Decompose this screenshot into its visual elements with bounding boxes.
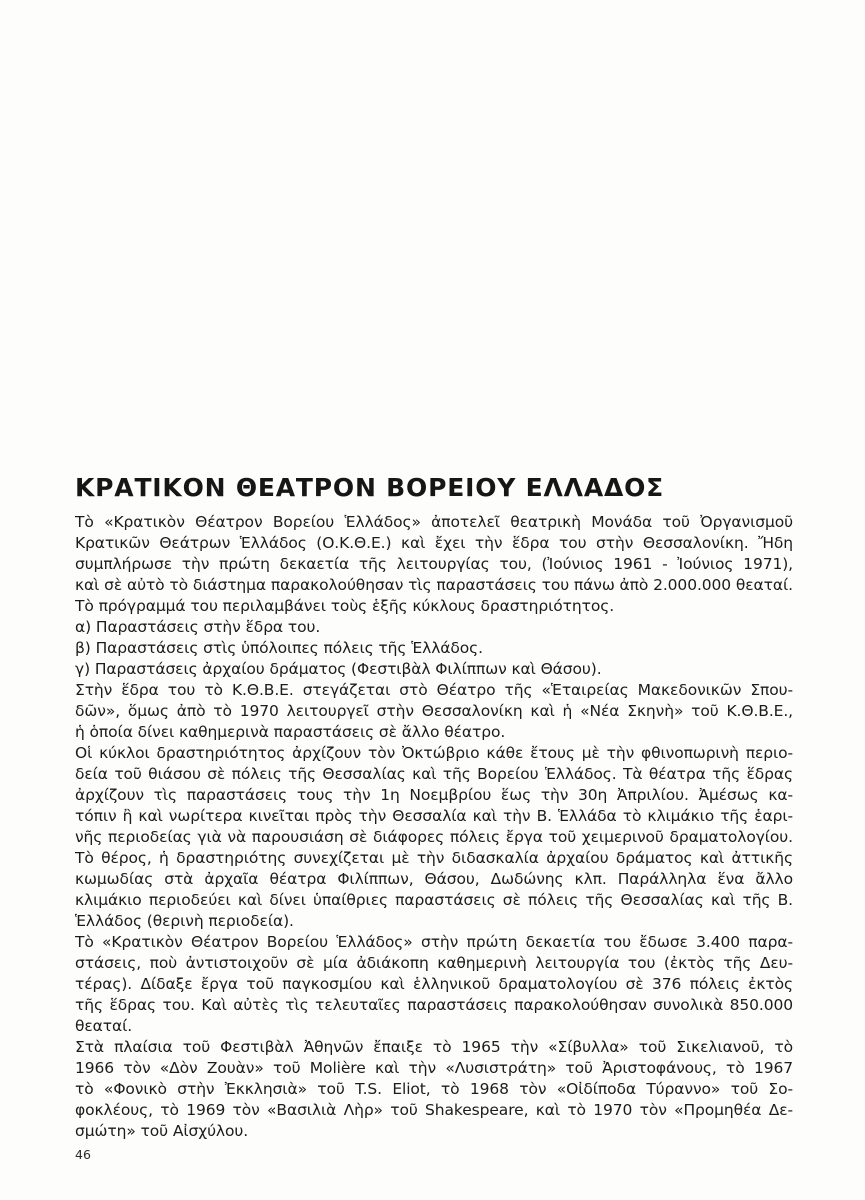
text-line: φοκλέους, τὸ 1969 τὸν «Βασιλιὰ Λὴρ» τοῦ Shakespeare, καὶ τὸ 1970 τὸν «Προμηθέα Δε- [75, 1101, 793, 1119]
page-number: 46 [75, 1147, 91, 1162]
text-line: β) Παραστάσεις στὶς ὑπόλοιπες πόλεις τῆς Ἑλλάδος. [75, 639, 483, 657]
text-line: τέρας). Δίδαξε ἔργα τοῦ παγκοσμίου καὶ ἑλληνικοῦ δραματολογίου σὲ 376 πόλεις ἐκτὸς [75, 975, 793, 993]
text-line: δεία τοῦ θιάσου σὲ πόλεις τῆς Θεσσαλίας καὶ τῆς Βορείου Ἑλλάδος. Τὰ θέατρα τῆς ἕδρας [75, 765, 793, 783]
text-line: κωμωδίας στὰ ἀρχαῖα θέατρα Φιλίππων, Θάσου, Δωδώνης κλπ. Παράλληλα ἕνα ἄλλο [75, 870, 793, 888]
text-line: 1966 τὸν «Δὸν Ζουὰν» τοῦ Molière καὶ τὴν «Λυσιστράτη» τοῦ Ἀριστοφάνους, τὸ 1967 [75, 1059, 793, 1077]
text-line: Στὰ πλαίσια τοῦ Φεστιβὰλ Ἀθηνῶν ἔπαιξε τὸ 1965 τὴν «Σίβυλλα» τοῦ Σικελιανοῦ, τὸ [75, 1038, 793, 1056]
text-line: τὸ «Φονικὸ στὴν Ἐκκλησιὰ» τοῦ T.S. Eliot, τὸ 1968 τὸν «Οἰδίποδα Τύραννο» τοῦ Σο- [75, 1080, 793, 1098]
text-line: Ἑλλάδος (θερινὴ περιοδεία). [75, 912, 294, 930]
text-line: Στὴν ἕδρα του τὸ Κ.Θ.Β.Ε. στεγάζεται στὸ Θέατρο τῆς «Ἑταιρείας Μακεδονικῶν Σπου- [75, 681, 793, 699]
text-line: τόπιν ἢ καὶ νωρίτερα κινεῖται πρὸς τὴν Θεσσαλία καὶ τὴν Β. Ἑλλάδα τὸ κλιμάκιο τῆς ἑαρι- [75, 807, 793, 825]
text-line: στάσεις, ποὺ ἀντιστοιχοῦν σὲ μία ἀδιάκοπη καθημερινὴ λειτουργία του (ἐκτὸς τῆς Δευ- [75, 954, 793, 972]
text-line: θεαταί. [75, 1017, 133, 1035]
text-line: νῆς περιοδείας γιὰ νὰ παρουσιάση σὲ διάφορες πόλεις ἔργα τοῦ χειμερινοῦ δραματολογίου. [75, 828, 793, 846]
text-line: Τὸ «Κρατικὸν Θέατρον Βορείου Ἑλλάδος» στὴν πρώτη δεκαετία του ἔδωσε 3.400 παρα- [75, 933, 793, 951]
text-line: συμπλήρωσε τὴν πρώτη δεκαετία τῆς λειτουργίας του, (Ἰούνιος 1961 - Ἰούνιος 1971), [75, 555, 793, 573]
text-line: γ) Παραστάσεις ἀρχαίου δράματος (Φεστιβὰλ Φιλίππων καὶ Θάσου). [75, 660, 602, 678]
text-line: Τὸ θέρος, ἡ δραστηριότης συνεχίζεται μὲ τὴν διδασκαλία ἀρχαίου δράματος καὶ ἀττικῆς [75, 849, 793, 867]
text-line: κλιμάκιο περιοδεύει καὶ δίνει ὑπαίθριες παραστάσεις σὲ πόλεις τῆς Θεσσαλίας καὶ τῆς Β. [75, 891, 793, 909]
text-line: Οἱ κύκλοι δραστηριότητος ἀρχίζουν τὸν Ὀκτώβριο κάθε ἔτους μὲ τὴν φθινοπωρινὴ περιο- [75, 744, 793, 762]
body-text [75, 512, 793, 1142]
text-line: Κρατικῶν Θεάτρων Ἑλλάδος (Ο.Κ.Θ.Ε.) καὶ ἔχει τὴν ἕδρα του στὴν Θεσσαλονίκη. Ἤδη [75, 534, 793, 552]
text-line: Τὸ «Κρατικὸν Θέατρον Βορείου Ἑλλάδος» ἀποτελεῖ θεατρικὴ Μονάδα τοῦ Ὀργανισμοῦ [75, 513, 793, 531]
text-line: δῶν», ὅμως ἀπὸ τὸ 1970 λειτουργεῖ στὴν Θεσσαλονίκη καὶ ἡ «Νέα Σκηνὴ» τοῦ Κ.Θ.Β.Ε., [75, 702, 793, 720]
text-line: σμώτη» τοῦ Αἰσχύλου. [75, 1122, 249, 1140]
text-line: α) Παραστάσεις στὴν ἕδρα του. [75, 618, 321, 636]
text-line: καὶ σὲ αὐτὸ τὸ διάστημα παρακολούθησαν τὶς παραστάσεις του πάνω ἀπὸ 2.000.000 θεαταί. [75, 576, 793, 594]
text-line: τῆς ἕδρας του. Καὶ αὐτὲς τὶς τελευταῖες παραστάσεις παρακολούθησαν συνολικὰ 850.000 [75, 996, 793, 1014]
text-line: ἡ ὁποία δίνει καθημερινὰ παραστάσεις σὲ ἄλλο θέατρο. [75, 723, 506, 741]
page-title: ΚΡΑΤΙΚΟΝ ΘΕΑΤΡΟΝ ΒΟΡΕΙΟΥ ΕΛΛΑΔΟΣ [75, 473, 665, 502]
text-line: ἀρχίζουν τὶς παραστάσεις τους τὴν 1η Νοεμβρίου ἕως τὴν 30η Ἀπριλίου. Ἀμέσως κα- [75, 786, 793, 804]
text-line: Τὸ πρόγραμμά του περιλαμβάνει τοὺς ἑξῆς κύκλους δραστηριότητος. [75, 597, 615, 615]
